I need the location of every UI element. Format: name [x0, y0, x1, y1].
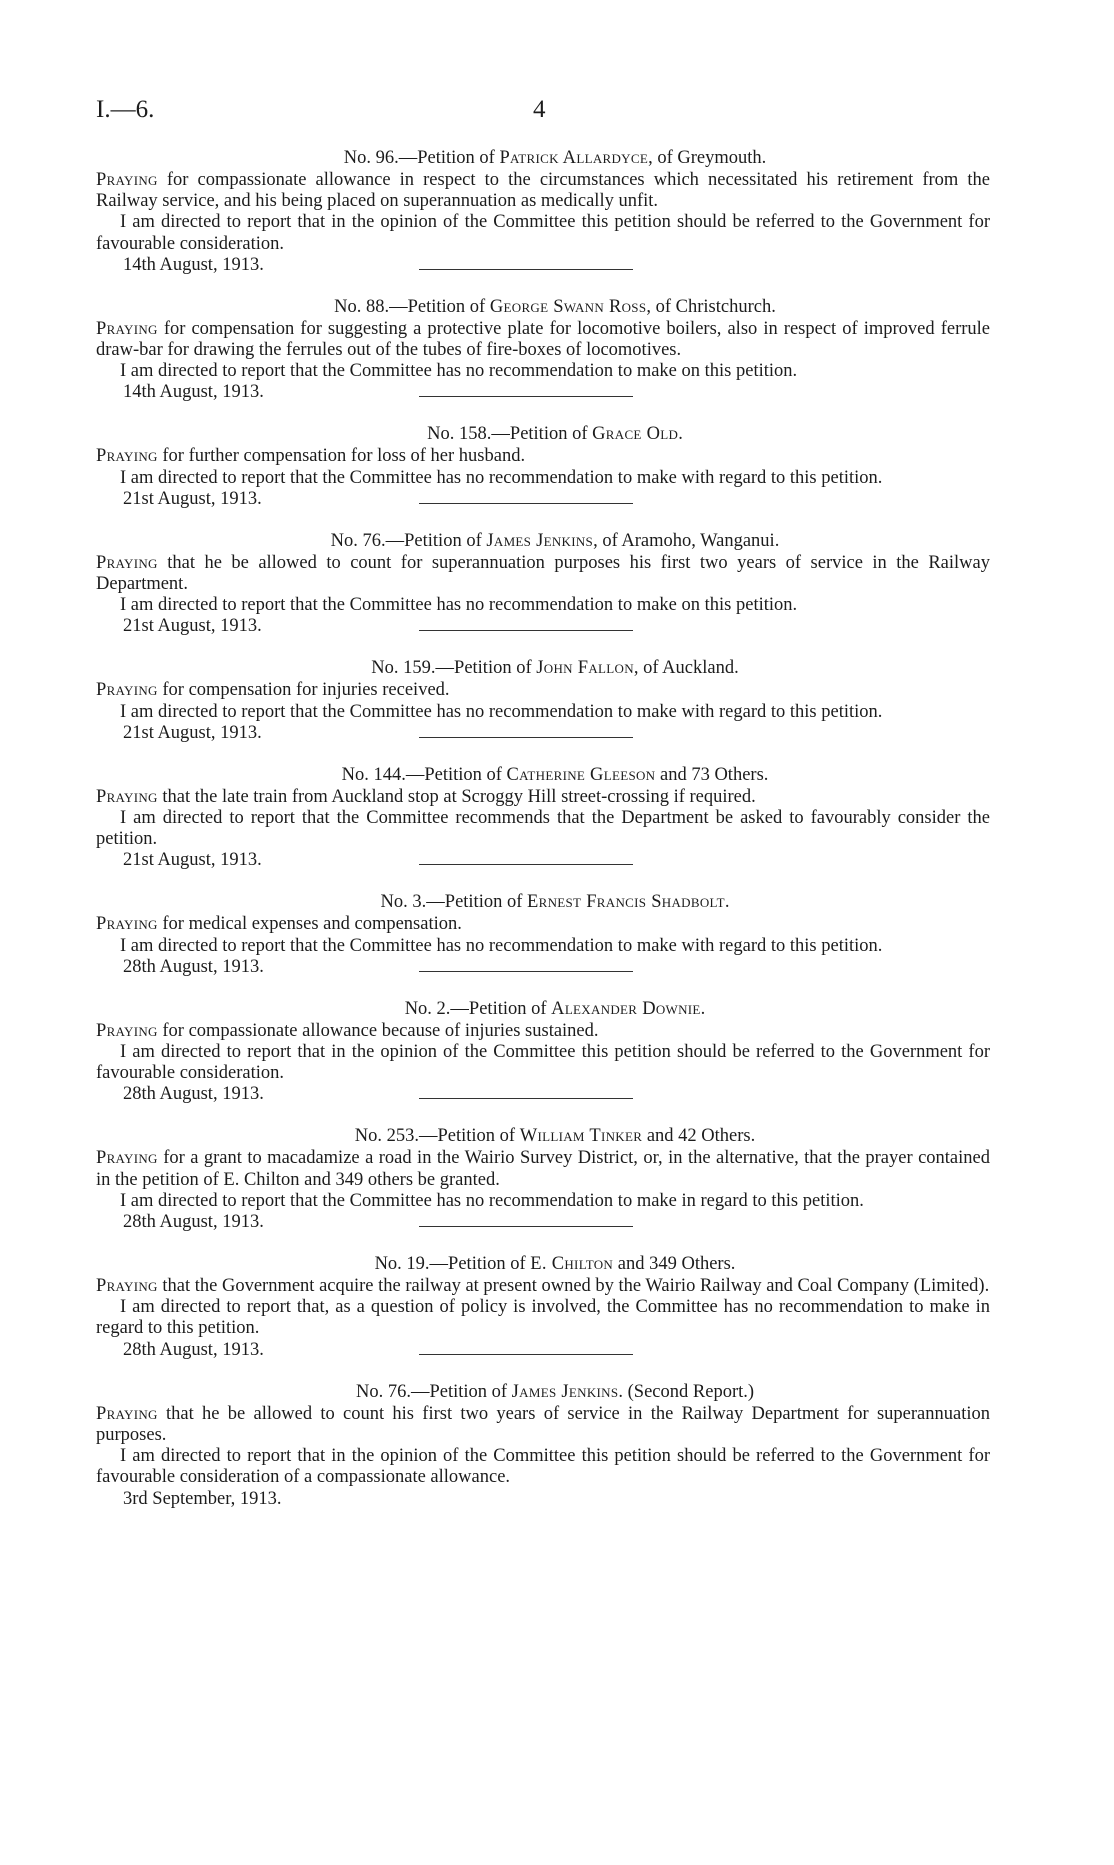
- petition-title-suffix: , of Greymouth.: [648, 148, 767, 168]
- report-date: 28th August, 1913.: [123, 956, 264, 977]
- committee-report: I am directed to report that the Committee recommends that the Department be asked to favourably consider the petition.: [96, 808, 990, 850]
- section-gap: [96, 979, 990, 999]
- report-date: 21st August, 1913.: [123, 488, 262, 509]
- petition-title: [96, 658, 990, 680]
- petition-entry: [96, 765, 990, 893]
- praying-text: that he be allowed to count for superannuation purposes his first two years of service in the Railway Department.: [96, 552, 990, 595]
- committee-report: I am directed to report that, as a question of policy is involved, the Committee has no recommendation to make in regard to this petition.: [96, 1297, 990, 1339]
- praying-paragraph: [96, 1404, 990, 1446]
- report-date: 21st August, 1913.: [123, 850, 262, 871]
- petition-title: [96, 1254, 990, 1276]
- section-gap: [96, 1362, 990, 1382]
- page-number: 4: [533, 96, 546, 123]
- petition-entry: [96, 892, 990, 998]
- report-date: 14th August, 1913.: [123, 254, 264, 275]
- committee-report: I am directed to report that the Committee has no recommendation to make with regard to this petition.: [120, 701, 883, 722]
- section-gap: [96, 745, 990, 765]
- praying-paragraph: [96, 553, 990, 595]
- committee-report: I am directed to report that the Committee has no recommendation to make with regard to this petition.: [120, 467, 883, 488]
- praying-label: Praying: [96, 1403, 158, 1424]
- praying-paragraph: [96, 787, 990, 808]
- praying-paragraph: [96, 914, 990, 935]
- petition-title: [96, 424, 990, 446]
- section-divider: [419, 1098, 633, 1099]
- section-gap: [96, 638, 990, 658]
- paper-reference: I.—6.: [96, 96, 155, 123]
- petition-title-suffix: , of Christchurch.: [646, 296, 776, 317]
- date-row: [96, 1084, 990, 1106]
- date-row: [96, 382, 990, 404]
- petition-number: No. 159.—Petition of: [371, 658, 532, 679]
- petitioner-name: John Fallon: [536, 658, 634, 679]
- section-divider: [419, 396, 633, 397]
- petitioner-name: James Jenkins: [511, 1381, 619, 1402]
- praying-label: Praying: [96, 552, 158, 573]
- section-gap: [96, 1106, 990, 1126]
- petitioner-name: Alexander Downie: [551, 998, 701, 1019]
- date-row: [96, 1340, 990, 1362]
- petition-entry: [96, 999, 990, 1127]
- section-divider: [419, 1354, 633, 1355]
- petitioner-name: Ernest Francis Shadbolt: [527, 892, 725, 913]
- petition-number: No. 76.—Petition of: [355, 1381, 508, 1402]
- petitioner-name: Catherine Gleeson: [506, 764, 656, 785]
- report-date: 3rd September, 1913.: [123, 1488, 282, 1509]
- section-divider: [419, 503, 633, 504]
- committee-report: I am directed to report that the Committee has no recommendation to make on this petition.: [120, 595, 798, 616]
- petitioner-name: Patrick Allardyce: [499, 148, 649, 168]
- section-divider: [419, 269, 633, 270]
- date-row: [96, 723, 990, 745]
- petition-title: [96, 765, 990, 787]
- petition-title-suffix: .: [700, 998, 706, 1019]
- praying-label: Praying: [96, 914, 158, 935]
- praying-label: Praying: [96, 786, 158, 807]
- section-divider: [419, 737, 633, 738]
- praying-paragraph: [96, 680, 990, 701]
- committee-report: I am directed to report that the Committee has no recommendation to make in regard to this petition.: [120, 1190, 864, 1211]
- petition-entry: [96, 658, 990, 764]
- petition-entry: [96, 1126, 990, 1254]
- date-row: [96, 1212, 990, 1234]
- petitioner-name: James Jenkins: [486, 530, 594, 551]
- report-date: 21st August, 1913.: [123, 722, 262, 743]
- committee-report: I am directed to report that in the opinion of the Committee this petition should be referred to the Government for favourable consideration.: [96, 1042, 990, 1084]
- petition-title-suffix: , of Auckland.: [633, 658, 739, 679]
- petition-title-suffix: . (Second Report.): [618, 1381, 755, 1402]
- praying-text: for a grant to macadamize a road in the Wairio Survey District, or, in the alternative, that the prayer contained in the petition of E. Chilton and 349 others be granted.: [96, 1148, 990, 1190]
- section-divider: [419, 971, 633, 972]
- petition-entry: [96, 148, 990, 297]
- petition-title-suffix: .: [678, 424, 683, 445]
- praying-label: Praying: [96, 318, 158, 339]
- petition-title-suffix: and 349 Others.: [613, 1254, 736, 1275]
- petition-entry: [96, 424, 990, 530]
- section-gap: [96, 511, 990, 531]
- page-header: [96, 96, 1016, 136]
- report-date: 21st August, 1913.: [123, 616, 262, 637]
- committee-report: I am directed to report that in the opinion of the Committee this petition should be referred to the Government for favourable consideration.: [96, 212, 990, 254]
- praying-label: Praying: [96, 170, 158, 190]
- praying-text: for compensation for injuries received.: [157, 680, 450, 701]
- praying-text: for compensation for suggesting a protective plate for locomotive boilers, also in respect of improved ferrule draw-bar for drawing the ferrules out of the tubes of fire-boxes of locomotives.: [96, 318, 990, 361]
- date-row: [96, 616, 990, 638]
- petition-number: No. 158.—Petition of: [427, 424, 588, 445]
- petition-entry: [96, 1254, 990, 1382]
- petitioner-name: Grace Old: [592, 424, 679, 445]
- committee-report: I am directed to report that the Committee has no recommendation to make on this petition.: [120, 361, 798, 382]
- petition-list: [96, 148, 990, 1511]
- praying-label: Praying: [96, 1020, 158, 1041]
- petition-title: [96, 892, 990, 914]
- petition-title: [96, 297, 990, 319]
- petition-title: [96, 1126, 990, 1148]
- praying-label: Praying: [96, 446, 158, 467]
- petition-entry: [96, 531, 990, 659]
- petition-entry: [96, 1382, 990, 1511]
- date-row: [96, 255, 990, 277]
- petition-number: No. 2.—Petition of: [404, 998, 547, 1019]
- praying-paragraph: [96, 1276, 990, 1297]
- petition-number: No. 76.—Petition of: [330, 530, 482, 551]
- petition-number: No. 3.—Petition of: [380, 892, 523, 913]
- petition-title: [96, 1382, 990, 1404]
- praying-paragraph: [96, 446, 990, 467]
- praying-label: Praying: [96, 680, 158, 701]
- praying-label: Praying: [96, 1276, 158, 1297]
- report-date: 28th August, 1913.: [123, 1084, 264, 1105]
- petition-title-suffix: , of Aramoho, Wanganui.: [593, 530, 780, 551]
- petition-number: No. 144.—Petition of: [341, 764, 502, 785]
- petition-entry: [96, 297, 990, 425]
- praying-text: that the Government acquire the railway at present owned by the Wairio Railway and Coal Company (Limited).: [157, 1276, 990, 1297]
- praying-paragraph: [96, 1148, 990, 1190]
- petitioner-name: E. Chilton: [530, 1254, 614, 1275]
- section-gap: [96, 1234, 990, 1254]
- petition-title: [96, 148, 990, 170]
- praying-paragraph: [96, 170, 990, 212]
- date-row: [96, 957, 990, 979]
- petition-number: No. 19.—Petition of: [374, 1254, 526, 1275]
- petitioner-name: George Swann Ross: [489, 296, 647, 317]
- report-date: 14th August, 1913.: [123, 382, 264, 403]
- petition-title: [96, 531, 990, 553]
- praying-label: Praying: [96, 1148, 158, 1169]
- praying-text: for compassionate allowance because of injuries sustained.: [157, 1020, 599, 1041]
- report-date: 28th August, 1913.: [123, 1339, 264, 1360]
- petition-title-suffix: and 42 Others.: [642, 1126, 756, 1147]
- petition-title-suffix: .: [724, 892, 730, 913]
- date-row: [96, 1489, 990, 1511]
- section-divider: [419, 630, 633, 631]
- petition-number: No. 88.—Petition of: [334, 296, 486, 317]
- praying-paragraph: [96, 319, 990, 361]
- section-divider: [419, 864, 633, 865]
- praying-text: for compassionate allowance in respect to the circumstances which necessitated his retirement from the Railway service, and his being placed on superannuation as medically unfit.: [96, 170, 990, 212]
- report-date: 28th August, 1913.: [123, 1212, 264, 1233]
- petition-number: No. 253.—Petition of: [354, 1126, 516, 1147]
- date-row: [96, 850, 990, 872]
- petitioner-name: William Tinker: [519, 1126, 643, 1147]
- praying-text: for further compensation for loss of her husband.: [157, 446, 526, 467]
- petition-title: [96, 999, 990, 1021]
- committee-report: I am directed to report that in the opinion of the Committee this petition should be referred to the Government for favourable consideration of a compassionate allowance.: [96, 1446, 990, 1488]
- date-row: [96, 489, 990, 511]
- praying-text: that the late train from Auckland stop at Scroggy Hill street-crossing if required.: [157, 786, 756, 807]
- section-divider: [419, 1226, 633, 1227]
- petition-title-suffix: and 73 Others.: [655, 764, 769, 785]
- praying-text: that he be allowed to count his first two years of service in the Railway Department for superannuation purposes.: [96, 1403, 990, 1445]
- petition-number: No. 96.—Petition of: [343, 148, 495, 168]
- praying-text: for medical expenses and compensation.: [157, 914, 462, 935]
- section-gap: [96, 277, 990, 297]
- section-gap: [96, 872, 990, 892]
- section-gap: [96, 404, 990, 424]
- committee-report: I am directed to report that the Committee has no recommendation to make with regard to this petition.: [120, 935, 883, 956]
- praying-paragraph: [96, 1021, 990, 1042]
